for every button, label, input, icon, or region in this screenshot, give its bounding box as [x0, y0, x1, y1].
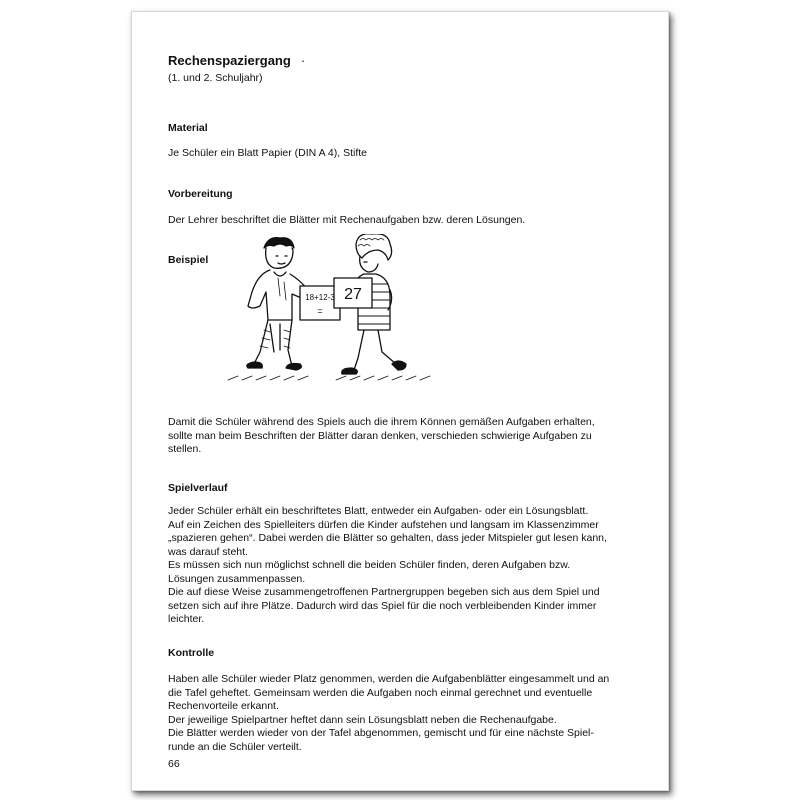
- section-kontrolle: [168, 647, 628, 661]
- kontrolle-line: Die Blätter werden wieder von der Tafel abgenommen, gemischt und für eine nächste Spiel-: [168, 727, 594, 739]
- beispiel-text-block: [168, 416, 628, 457]
- heading-vorbereitung: Vorbereitung: [168, 188, 233, 200]
- page-subtitle: (1. und 2. Schuljahr): [168, 71, 263, 84]
- spielverlauf-line: leichter.: [168, 613, 205, 625]
- girl-card-text: 27: [344, 286, 362, 303]
- kontrolle-line: Haben alle Schüler wieder Platz genommen, werden die Aufgabenblätter eingesammelt und an: [168, 673, 610, 685]
- spielverlauf-line: Es müssen sich nun möglichst schnell die beiden Schüler finden, deren Aufgaben bzw.: [168, 559, 571, 571]
- beispiel-line: Damit die Schüler während des Spiels auch die ihrem Können gemäßen Aufgaben erhalten,: [168, 416, 595, 428]
- kontrolle-text-block: [168, 673, 628, 754]
- kontrolle-line: runde an die Schüler verteilt.: [168, 740, 302, 753]
- children-illustration: [208, 234, 468, 389]
- spielverlauf-line: was darauf steht.: [168, 545, 248, 558]
- material-text: Je Schüler ein Blatt Papier (DIN A 4), Stifte: [168, 147, 368, 159]
- section-spielverlauf: [168, 482, 628, 496]
- boy-figure: [247, 238, 308, 370]
- document-page: [131, 11, 669, 791]
- spielverlauf-line: Jeder Schüler erhält ein beschriftetes Blatt, entweder ein Aufgaben- oder ein Lösungsblatt.: [168, 505, 589, 517]
- title-block: [168, 54, 628, 85]
- vorbereitung-text-block: [168, 214, 628, 228]
- page-title-text: Rechenspaziergang: [168, 53, 291, 68]
- beispiel-line: sollte man beim Beschriften der Blätter daran denken, verschieden schwierige Aufgaben zu: [168, 429, 592, 442]
- spielverlauf-text-block: [168, 505, 628, 627]
- spielverlauf-text: [168, 505, 628, 627]
- spielverlauf-line: Auf ein Zeichen des Spielleiters dürfen die Kinder aufstehen und langsam im Klassenzimmer: [168, 518, 599, 531]
- page-title: [168, 54, 628, 68]
- heading-kontrolle: Kontrolle: [168, 647, 215, 659]
- spielverlauf-line: Die auf diese Weise zusammengetroffenen Partnergruppen begeben sich aus dem Spiel und: [168, 586, 600, 598]
- spielverlauf-line: „spazieren gehen“. Dabei werden die Blätter so gehalten, dass jeder Mitspieler gut lesen kann,: [168, 532, 607, 544]
- kontrolle-line: Der jeweilige Spielpartner heftet dann sein Lösungsblatt neben die Rechenaufgabe.: [168, 713, 557, 726]
- kontrolle-line: Rechenvorteile erkannt.: [168, 700, 279, 712]
- heading-spielverlauf: Spielverlauf: [168, 482, 228, 494]
- boy-card-text: 18+12-3: [305, 293, 335, 302]
- kontrolle-line: die Tafel geheftet. Gemeinsam werden die Aufgaben noch einmal gerechnet und eventuelle: [168, 686, 593, 699]
- material-text-block: [168, 147, 628, 161]
- vorbereitung-text: Der Lehrer beschriftet die Blätter mit Rechenaufgaben bzw. deren Lösungen.: [168, 214, 526, 226]
- beispiel-text: [168, 416, 628, 457]
- title-dot: ·: [300, 53, 306, 68]
- section-material: [168, 122, 628, 136]
- kontrolle-text: [168, 673, 628, 754]
- beispiel-line: stellen.: [168, 443, 202, 455]
- heading-material: Material: [168, 122, 208, 134]
- spielverlauf-line: setzen sich auf ihre Plätze. Dadurch wird das Spiel für die noch verbleibenden Kinder immer: [168, 599, 597, 612]
- page-number: 66: [168, 758, 180, 770]
- section-vorbereitung: [168, 188, 628, 202]
- heading-beispiel: Beispiel: [168, 254, 209, 266]
- boy-card-equals: =: [317, 306, 323, 316]
- spielverlauf-line: Lösungen zusammenpassen.: [168, 572, 306, 585]
